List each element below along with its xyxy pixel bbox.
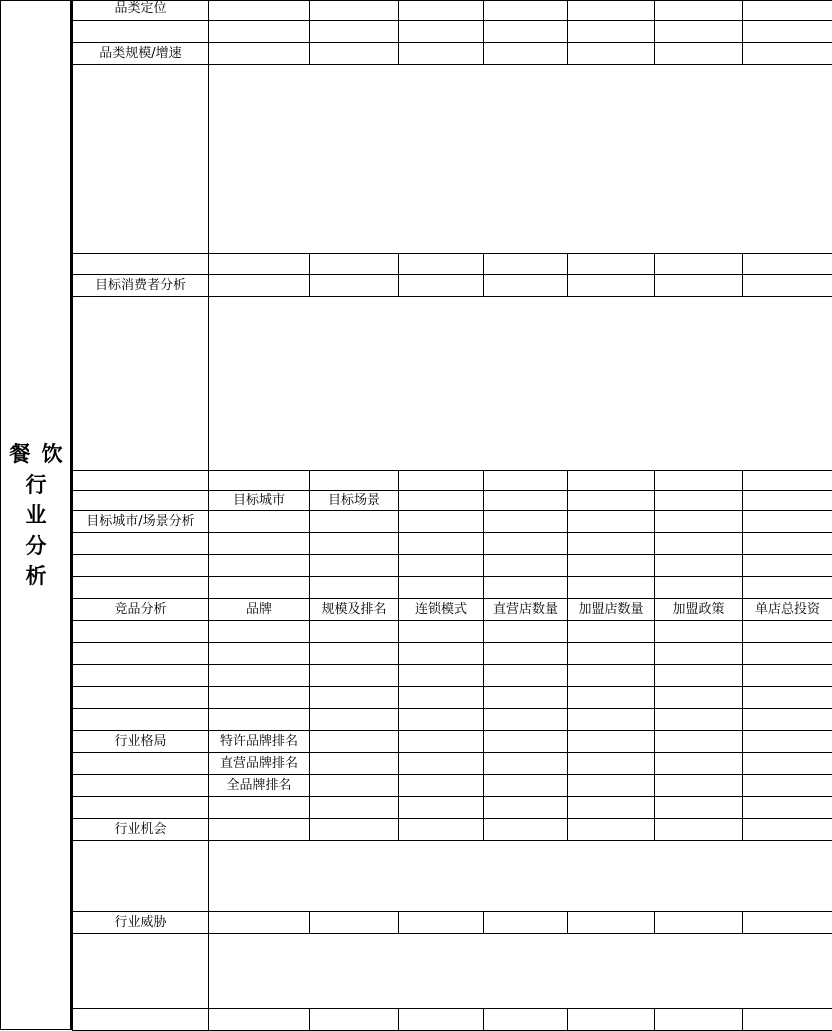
pattern-row-franchise-rank: 特许品牌排名 xyxy=(209,731,310,753)
table-row xyxy=(73,555,832,577)
table-cell[interactable] xyxy=(310,753,399,775)
table-cell[interactable] xyxy=(310,43,399,65)
table-cell[interactable] xyxy=(568,731,655,753)
label-industry-pattern: 行业格局 xyxy=(73,731,209,753)
label-category-position: 品类定位 xyxy=(73,1,209,21)
industry-threat-content-area[interactable] xyxy=(209,934,832,1009)
table-cell[interactable] xyxy=(399,533,484,555)
side-title-line-4: 分 xyxy=(25,534,49,558)
table-cell[interactable] xyxy=(655,511,743,533)
table-cell[interactable] xyxy=(399,1009,484,1031)
table-cell[interactable] xyxy=(655,254,743,275)
table-cell[interactable] xyxy=(310,643,399,665)
table-row xyxy=(73,43,832,65)
side-title-cell xyxy=(0,0,72,1030)
header-direct-store-count: 直营店数量 xyxy=(484,599,568,621)
table-cell[interactable] xyxy=(484,621,568,643)
table-cell[interactable] xyxy=(568,577,655,599)
table-cell[interactable] xyxy=(568,753,655,775)
table-cell[interactable] xyxy=(655,533,743,555)
analysis-grid xyxy=(72,0,832,1031)
label-category-scale: 品类规模/增速 xyxy=(73,43,209,65)
table-cell[interactable] xyxy=(743,254,832,275)
table-row xyxy=(73,511,832,533)
table-cell[interactable] xyxy=(310,819,399,841)
table-cell[interactable] xyxy=(310,731,399,753)
table-cell[interactable] xyxy=(484,665,568,687)
table-cell[interactable] xyxy=(655,555,743,577)
table-cell[interactable] xyxy=(73,775,209,797)
header-brand: 品牌 xyxy=(209,599,310,621)
table-cell[interactable] xyxy=(655,491,743,511)
table-cell[interactable] xyxy=(743,709,832,731)
table-cell[interactable] xyxy=(399,665,484,687)
table-cell[interactable] xyxy=(73,491,209,511)
table-cell[interactable] xyxy=(743,21,832,43)
table-cell[interactable] xyxy=(655,775,743,797)
table-cell[interactable] xyxy=(399,753,484,775)
table-cell[interactable] xyxy=(209,471,310,491)
table-cell[interactable] xyxy=(568,709,655,731)
table-cell[interactable] xyxy=(399,775,484,797)
table-row xyxy=(73,297,832,471)
table-cell[interactable] xyxy=(743,731,832,753)
table-cell[interactable] xyxy=(399,254,484,275)
table-cell[interactable] xyxy=(568,275,655,297)
table-cell[interactable] xyxy=(568,819,655,841)
table-row xyxy=(73,775,832,797)
table-cell[interactable] xyxy=(484,533,568,555)
table-cell[interactable] xyxy=(484,254,568,275)
table-cell[interactable] xyxy=(73,21,209,43)
table-cell[interactable] xyxy=(73,687,209,709)
table-cell[interactable] xyxy=(310,665,399,687)
table-cell[interactable] xyxy=(209,1,310,21)
table-cell[interactable] xyxy=(484,643,568,665)
table-cell[interactable] xyxy=(73,297,209,471)
table-cell[interactable] xyxy=(568,643,655,665)
table-cell[interactable] xyxy=(743,912,832,934)
table-row xyxy=(73,577,832,599)
table-row xyxy=(73,491,832,511)
table-cell[interactable] xyxy=(484,275,568,297)
table-cell[interactable] xyxy=(209,577,310,599)
table-row xyxy=(73,934,832,1009)
table-cell[interactable] xyxy=(310,511,399,533)
table-cell[interactable] xyxy=(209,21,310,43)
table-cell[interactable] xyxy=(399,1,484,21)
table-cell[interactable] xyxy=(655,471,743,491)
table-cell[interactable] xyxy=(310,471,399,491)
table-row xyxy=(73,841,832,912)
side-title-line-1: 餐 饮 xyxy=(9,442,65,466)
table-cell[interactable] xyxy=(209,275,310,297)
table-cell[interactable] xyxy=(568,687,655,709)
table-cell[interactable] xyxy=(568,555,655,577)
table-cell[interactable] xyxy=(484,555,568,577)
table-cell[interactable] xyxy=(743,491,832,511)
header-chain-mode: 连锁模式 xyxy=(399,599,484,621)
table-cell[interactable] xyxy=(484,775,568,797)
table-cell[interactable] xyxy=(568,797,655,819)
table-row xyxy=(73,254,832,275)
table-cell[interactable] xyxy=(73,753,209,775)
table-cell[interactable] xyxy=(655,643,743,665)
table-cell[interactable] xyxy=(399,555,484,577)
table-cell[interactable] xyxy=(743,665,832,687)
table-cell[interactable] xyxy=(399,471,484,491)
header-franchise-policy: 加盟政策 xyxy=(655,599,743,621)
label-competitor: 竞品分析 xyxy=(73,599,209,621)
table-cell[interactable] xyxy=(484,709,568,731)
table-row xyxy=(73,65,832,254)
table-cell[interactable] xyxy=(743,577,832,599)
table-cell[interactable] xyxy=(568,775,655,797)
table-cell[interactable] xyxy=(568,471,655,491)
table-cell[interactable] xyxy=(568,491,655,511)
table-cell[interactable] xyxy=(743,471,832,491)
table-cell[interactable] xyxy=(209,687,310,709)
table-cell[interactable] xyxy=(655,577,743,599)
table-cell[interactable] xyxy=(568,43,655,65)
table-cell[interactable] xyxy=(743,753,832,775)
table-cell[interactable] xyxy=(655,731,743,753)
table-cell[interactable] xyxy=(73,577,209,599)
table-cell[interactable] xyxy=(568,621,655,643)
side-title-line-2: 行 xyxy=(25,473,49,497)
table-cell[interactable] xyxy=(209,1009,310,1031)
table-cell[interactable] xyxy=(568,254,655,275)
table-cell[interactable] xyxy=(73,471,209,491)
table-cell[interactable] xyxy=(209,555,310,577)
table-cell[interactable] xyxy=(568,21,655,43)
table-cell[interactable] xyxy=(484,797,568,819)
table-cell[interactable] xyxy=(484,471,568,491)
table-cell[interactable] xyxy=(73,533,209,555)
table-cell[interactable] xyxy=(743,819,832,841)
table-cell[interactable] xyxy=(310,533,399,555)
header-total-investment: 单店总投资 xyxy=(743,599,832,621)
table-row xyxy=(73,709,832,731)
table-row xyxy=(73,753,832,775)
table-cell[interactable] xyxy=(655,687,743,709)
table-cell[interactable] xyxy=(73,709,209,731)
table-cell[interactable] xyxy=(209,254,310,275)
table-cell[interactable] xyxy=(484,731,568,753)
table-cell[interactable] xyxy=(568,665,655,687)
table-cell[interactable] xyxy=(484,21,568,43)
table-row xyxy=(73,665,832,687)
table-cell[interactable] xyxy=(743,621,832,643)
table-cell[interactable] xyxy=(743,797,832,819)
table-cell[interactable] xyxy=(655,275,743,297)
table-cell[interactable] xyxy=(655,621,743,643)
table-cell[interactable] xyxy=(209,665,310,687)
table-cell[interactable] xyxy=(743,643,832,665)
table-cell[interactable] xyxy=(568,511,655,533)
label-industry-opportunity: 行业机会 xyxy=(73,819,209,841)
table-cell[interactable] xyxy=(655,43,743,65)
table-cell[interactable] xyxy=(655,912,743,934)
table-row xyxy=(73,621,832,643)
table-cell[interactable] xyxy=(484,1009,568,1031)
table-cell[interactable] xyxy=(655,797,743,819)
table-cell[interactable] xyxy=(399,621,484,643)
table-cell[interactable] xyxy=(399,912,484,934)
table-cell[interactable] xyxy=(484,1,568,21)
table-cell[interactable] xyxy=(399,731,484,753)
table-row xyxy=(73,819,832,841)
table-cell[interactable] xyxy=(310,254,399,275)
table-cell[interactable] xyxy=(568,912,655,934)
table-cell[interactable] xyxy=(209,621,310,643)
table-cell[interactable] xyxy=(209,819,310,841)
side-title-line-3: 业 xyxy=(25,503,49,527)
table-cell[interactable] xyxy=(73,797,209,819)
table-cell[interactable] xyxy=(209,912,310,934)
table-cell[interactable] xyxy=(310,775,399,797)
pattern-row-all-rank: 全品牌排名 xyxy=(209,775,310,797)
table-cell[interactable] xyxy=(399,275,484,297)
table-cell[interactable] xyxy=(399,797,484,819)
table-cell[interactable] xyxy=(73,65,209,254)
table-cell[interactable] xyxy=(73,1009,209,1031)
table-cell[interactable] xyxy=(73,643,209,665)
table-cell[interactable] xyxy=(209,797,310,819)
header-franchise-store-count: 加盟店数量 xyxy=(568,599,655,621)
table-row xyxy=(73,687,832,709)
table-cell[interactable] xyxy=(73,621,209,643)
table-cell[interactable] xyxy=(568,1009,655,1031)
label-target-consumer: 目标消费者分析 xyxy=(73,275,209,297)
table-cell[interactable] xyxy=(310,577,399,599)
table-cell[interactable] xyxy=(73,665,209,687)
table-cell[interactable] xyxy=(484,912,568,934)
table-cell[interactable] xyxy=(310,912,399,934)
table-cell[interactable] xyxy=(209,643,310,665)
table-cell[interactable] xyxy=(743,511,832,533)
table-row xyxy=(73,912,832,934)
table-cell[interactable] xyxy=(655,665,743,687)
table-row xyxy=(73,797,832,819)
table-row xyxy=(73,21,832,43)
table-row xyxy=(73,275,832,297)
table-cell[interactable] xyxy=(399,491,484,511)
table-row xyxy=(73,599,832,621)
table-cell[interactable] xyxy=(743,555,832,577)
table-cell[interactable] xyxy=(655,819,743,841)
category-scale-content-area[interactable] xyxy=(209,65,832,254)
table-cell[interactable] xyxy=(743,533,832,555)
table-cell[interactable] xyxy=(310,621,399,643)
table-cell[interactable] xyxy=(484,511,568,533)
side-title-line-5: 析 xyxy=(25,564,49,588)
table-row xyxy=(73,471,832,491)
table-cell[interactable] xyxy=(209,43,310,65)
table-cell[interactable] xyxy=(743,1009,832,1031)
table-cell[interactable] xyxy=(310,1,399,21)
table-cell[interactable] xyxy=(399,43,484,65)
table-row xyxy=(73,643,832,665)
table-cell[interactable] xyxy=(73,555,209,577)
table-cell[interactable] xyxy=(73,841,209,912)
table-cell[interactable] xyxy=(209,511,310,533)
header-target-city: 目标城市 xyxy=(209,491,310,511)
table-cell[interactable] xyxy=(399,511,484,533)
table-cell[interactable] xyxy=(399,643,484,665)
table-cell[interactable] xyxy=(655,21,743,43)
table-cell[interactable] xyxy=(310,21,399,43)
table-cell[interactable] xyxy=(399,21,484,43)
table-cell[interactable] xyxy=(484,43,568,65)
table-cell[interactable] xyxy=(310,709,399,731)
table-cell[interactable] xyxy=(655,753,743,775)
table-cell[interactable] xyxy=(484,491,568,511)
pattern-row-direct-rank: 直营品牌排名 xyxy=(209,753,310,775)
table-cell[interactable] xyxy=(655,1,743,21)
table-cell[interactable] xyxy=(743,687,832,709)
table-row xyxy=(73,1,832,21)
table-cell[interactable] xyxy=(743,275,832,297)
table-cell[interactable] xyxy=(484,819,568,841)
table-cell[interactable] xyxy=(73,254,209,275)
table-cell[interactable] xyxy=(310,555,399,577)
table-cell[interactable] xyxy=(568,1,655,21)
table-cell[interactable] xyxy=(743,775,832,797)
table-cell[interactable] xyxy=(743,1,832,21)
table-cell[interactable] xyxy=(399,687,484,709)
header-target-scene: 目标场景 xyxy=(310,491,399,511)
table-cell[interactable] xyxy=(484,753,568,775)
table-cell[interactable] xyxy=(743,43,832,65)
industry-opportunity-content-area[interactable] xyxy=(209,841,832,912)
table-cell[interactable] xyxy=(310,797,399,819)
label-industry-threat: 行业威胁 xyxy=(73,912,209,934)
header-scale-rank: 规模及排名 xyxy=(310,599,399,621)
table-cell[interactable] xyxy=(484,577,568,599)
table-cell[interactable] xyxy=(484,687,568,709)
table-cell[interactable] xyxy=(399,819,484,841)
table-row xyxy=(73,1009,832,1031)
table-row xyxy=(73,533,832,555)
label-target-city-scene: 目标城市/场景分析 xyxy=(73,511,209,533)
table-cell[interactable] xyxy=(310,687,399,709)
table-cell[interactable] xyxy=(73,934,209,1009)
table-cell[interactable] xyxy=(209,709,310,731)
table-cell[interactable] xyxy=(310,1009,399,1031)
table-cell[interactable] xyxy=(568,533,655,555)
table-cell[interactable] xyxy=(655,709,743,731)
target-consumer-content-area[interactable] xyxy=(209,297,832,471)
table-cell[interactable] xyxy=(209,533,310,555)
table-cell[interactable] xyxy=(655,1009,743,1031)
table-row xyxy=(73,731,832,753)
table-cell[interactable] xyxy=(399,709,484,731)
table-cell[interactable] xyxy=(310,275,399,297)
table-cell[interactable] xyxy=(399,577,484,599)
